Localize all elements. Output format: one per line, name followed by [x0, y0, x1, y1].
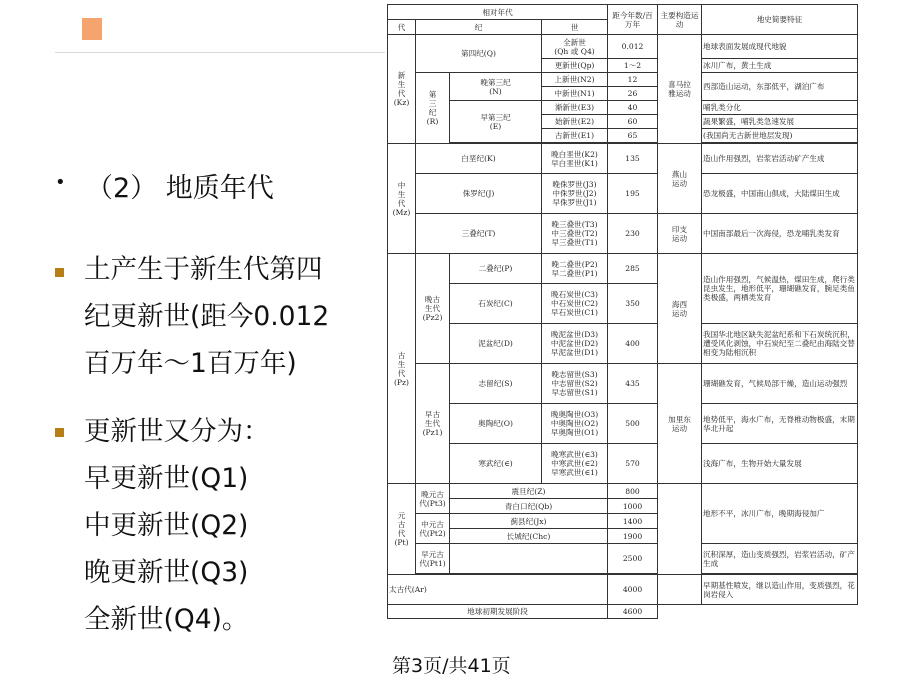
feature-text: 恐龙极盛，中国南山俱成，大陆煤田生成 [702, 174, 858, 214]
age-value: 500 [608, 404, 658, 444]
epoch-pliocene: 上新世(N2) [542, 73, 608, 87]
age-value: 1～2 [608, 59, 658, 73]
feature-text: (我国尚无古新世地层发现) [702, 129, 858, 143]
title-divider-line [55, 52, 385, 53]
period-quaternary: 第四纪(Q) [416, 35, 542, 73]
period-paleogene: 早第三纪 (E) [450, 101, 542, 143]
feature-text: 中国南部最后一次海侵，恐龙哺乳类发育 [702, 214, 858, 254]
epoch-group: 晚奥陶世(O3) 中奥陶世(O2) 早奥陶世(O1) [542, 404, 608, 444]
feature-text: 沉积深厚，造山变质强烈，岩浆岩活动，矿产生成 [702, 544, 858, 574]
earth-early-stage: 地球初期发展阶段 [388, 605, 608, 619]
feature-text: 地形不平，冰川广布，晚期海侵加广 [702, 484, 858, 544]
header-epoch: 世 [542, 20, 608, 35]
period-silurian: 志留纪(S) [450, 364, 542, 404]
epoch-group: 晚二叠世(P2) 早二叠世(P1) [542, 254, 608, 284]
header-tectonic: 主要构造运动 [658, 5, 702, 35]
geologic-time-table-image [387, 4, 857, 644]
feature-text: 西部造山运动，东部低平，湖泊广布 [702, 73, 858, 101]
age-value: 4000 [608, 575, 658, 605]
epoch-holocene: 全新世 (Qh 或 Q4) [542, 35, 608, 59]
age-value: 285 [608, 254, 658, 284]
header-age: 距今年数/百万年 [608, 5, 658, 35]
feature-text: 我国华北地区缺失泥盆纪系和下石炭统沉积，遭受风化剥蚀，中石炭纪至二叠纪由海陆交替相变为陆相沉积 [702, 324, 858, 364]
tectonic-yanshan: 燕山 运动 [658, 144, 702, 214]
paragraph-subdivision [84, 408, 270, 643]
feature-text: 地势低平，海水广布，无脊椎动物极盛，末期华北升起 [702, 404, 858, 444]
subera-late-paleozoic: 晚古 生代 (Pz2) [416, 254, 450, 364]
era-archean: 太古代(Ar) [388, 575, 608, 605]
age-value: 570 [608, 444, 658, 484]
age-value: 12 [608, 73, 658, 87]
period-ordovician: 奥陶纪(O) [450, 404, 542, 444]
tectonic-indosinian: 印支 运动 [658, 214, 702, 254]
period-triassic: 三叠纪(T) [416, 214, 542, 254]
epoch-group: 晚石炭世(C3) 中石炭世(C2) 早石炭世(C1) [542, 284, 608, 324]
feature-text: 浅海广布，生物开始大量发展 [702, 444, 858, 484]
period-sinian: 震旦纪(Z) [450, 484, 608, 499]
epoch-group: 晚志留世(S3) 中志留世(S2) 早志留世(S1) [542, 364, 608, 404]
age-value: 1400 [608, 514, 658, 529]
paragraph-origin [84, 246, 329, 387]
era-proterozoic: 元 古 代 (Pt) [388, 484, 416, 575]
epoch-group: 晚泥盆世(D3) 中泥盆世(D2) 早泥盆世(D1) [542, 324, 608, 364]
epoch-group: 晚三叠世(T3) 中三叠世(T2) 早三叠世(T1) [542, 214, 608, 254]
period-cambrian: 寒武纪(∈) [450, 444, 542, 484]
epoch-miocene: 中新世(N1) [542, 87, 608, 101]
age-value: 135 [608, 144, 658, 174]
age-value: 2500 [608, 544, 658, 574]
age-value: 4600 [608, 605, 658, 619]
era-cenozoic: 新 生 代 (Kz) [388, 35, 416, 144]
period-devonian: 泥盆纪(D) [450, 324, 542, 364]
tectonic-empty [658, 484, 702, 575]
tectonic-himalayan: 喜马拉 雅运动 [658, 35, 702, 144]
feature-text: 地球表面发展成现代地貌 [702, 35, 858, 59]
subera-late-proterozoic: 晚元古 代(Pt3) [416, 484, 450, 514]
geologic-time-table [387, 4, 858, 619]
title-accent-square [82, 18, 102, 40]
bullet-square [55, 268, 64, 277]
epoch-eocene: 始新世(E2) [542, 115, 608, 129]
paragraph-line: 纪更新世(距今0.012 [84, 301, 330, 332]
feature-text: 造山作用强烈，气候温热，煤田生成，爬行类昆虫发生，地形低平，珊瑚礁发育，腕足类鱼类极盛，两栖类发育 [702, 254, 858, 324]
feature-text: 珊瑚礁发育，气候局部干燥，造山运动强烈 [702, 364, 858, 404]
epoch-paleocene: 古新世(E1) [542, 129, 608, 143]
subera-middle-proterozoic: 中元古 代(Pt2) [416, 514, 450, 544]
empty-cell [658, 605, 702, 619]
age-value: 800 [608, 484, 658, 499]
era-paleozoic: 古 生 代 (Pz) [388, 254, 416, 484]
paragraph-line: 早更新世(Q1) [84, 463, 249, 494]
header-features: 地史简要特征 [702, 5, 858, 35]
age-value: 1900 [608, 529, 658, 544]
feature-text: 造山作用强烈，岩浆岩活动矿产生成 [702, 144, 858, 174]
header-period: 纪 [416, 20, 542, 35]
period-neogene: 晚第三纪 (N) [450, 73, 542, 101]
subera-early-proterozoic: 早元古 代(Pt1) [416, 544, 450, 574]
paragraph-line: 中更新世(Q2) [84, 510, 249, 541]
age-value: 0.012 [608, 35, 658, 59]
feature-text: 早期基性喷发，继以造山作用，变质强烈，花岗岩侵入 [702, 575, 858, 605]
tectonic-hercynian: 海西 运动 [658, 254, 702, 364]
period-cretaceous: 白垩纪(K) [416, 144, 542, 174]
period-empty [450, 544, 608, 574]
period-changcheng: 长城纪(Chc) [450, 529, 608, 544]
bullet-square [55, 428, 64, 437]
tectonic-caledonian: 加里东 运动 [658, 364, 702, 484]
paragraph-line: 更新世又分为： [84, 416, 270, 447]
age-value: 26 [608, 87, 658, 101]
paragraph-line: 土产生于新生代第四 [84, 254, 323, 285]
feature-text: 哺乳类分化 [702, 101, 858, 115]
age-value: 195 [608, 174, 658, 214]
age-value: 400 [608, 324, 658, 364]
feature-text: 冰川广布，黄土生成 [702, 59, 858, 73]
era-mesozoic: 中 生 代 (Mz) [388, 144, 416, 254]
epoch-group: 晚寒武世(∈3) 中寒武世(∈2) 早寒武世(∈1) [542, 444, 608, 484]
period-carboniferous: 石炭纪(C) [450, 284, 542, 324]
header-relative-age: 相对年代 [388, 5, 608, 20]
epoch-oligocene: 渐新世(E3) [542, 101, 608, 115]
age-value: 60 [608, 115, 658, 129]
empty-cell [702, 605, 858, 619]
period-permian: 二叠纪(P) [450, 254, 542, 284]
subera-early-paleozoic: 早古 生代 (Pz1) [416, 364, 450, 484]
feature-text: 蔬果繁盛，哺乳类急速发展 [702, 115, 858, 129]
period-tertiary: 第 三 纪 (R) [416, 73, 450, 144]
paragraph-line: 百万年～1百万年) [84, 348, 297, 379]
age-value: 230 [608, 214, 658, 254]
bullet-dot: • [55, 172, 66, 193]
header-era: 代 [388, 20, 416, 35]
period-jixian: 蓟县纪(Jx) [450, 514, 608, 529]
paragraph-line: 晚更新世(Q3) [84, 557, 249, 588]
age-value: 1000 [608, 499, 658, 514]
age-value: 435 [608, 364, 658, 404]
epoch-group: 晚侏罗世(J3) 中侏罗世(J2) 早侏罗世(J1) [542, 174, 608, 214]
age-value: 65 [608, 129, 658, 143]
page-number: 第3页/共41页 [392, 655, 511, 677]
period-qingbaikou: 青白口纪(Qb) [450, 499, 608, 514]
epoch-pleistocene: 更新世(Qp) [542, 59, 608, 73]
age-value: 40 [608, 101, 658, 115]
tectonic-empty [658, 575, 702, 605]
period-jurassic: 侏罗纪(J) [416, 174, 542, 214]
section-heading: （2） 地质年代 [86, 173, 274, 204]
epoch-group: 晚白垩世(K2) 早白垩世(K1) [542, 144, 608, 174]
paragraph-line: 全新世(Q4)。 [84, 604, 249, 635]
age-value: 350 [608, 284, 658, 324]
